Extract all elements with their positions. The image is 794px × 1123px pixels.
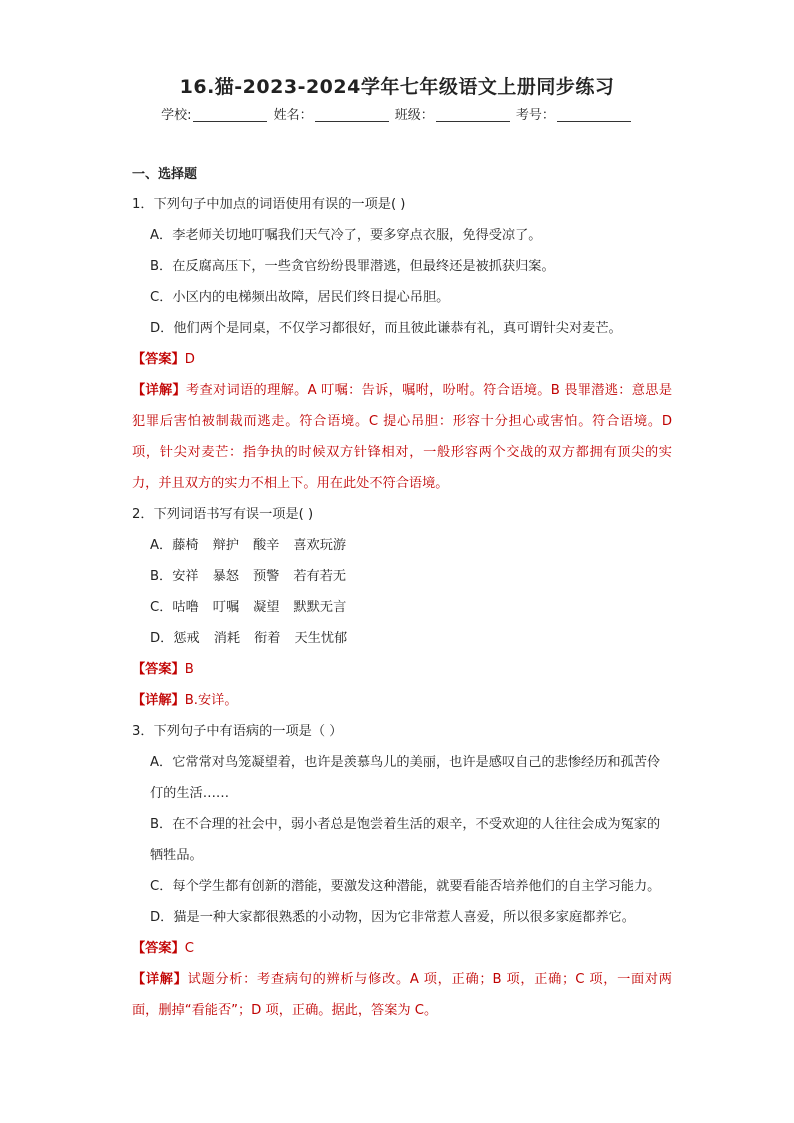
word: 暴怒 bbox=[212, 569, 239, 584]
question-3-option-b: B．在不合理的社会中，弱小者总是饱尝着生活的艰辛，不受欢迎的人往往会成为冤家的牺牲品。 bbox=[150, 817, 661, 863]
question-1-answer bbox=[132, 344, 672, 375]
answer-tag: 【答案】 bbox=[132, 941, 185, 956]
question-2-option-a bbox=[132, 530, 672, 561]
exam-no-label: 考号： bbox=[515, 108, 555, 123]
word: 若有若无 bbox=[293, 569, 347, 584]
page-title: 16.猫-2023-2024学年七年级语文上册同步练习 bbox=[179, 76, 615, 98]
class-blank[interactable] bbox=[436, 107, 510, 122]
answer-tag: 【答案】 bbox=[132, 352, 185, 367]
question-3-detail-text: 试题分析：考查病句的辨析与修改。A 项，正确；B 项，正确；C 项，一面对两面，删掉“看能否”；D 项，正确。据此，答案为 C。 bbox=[132, 972, 672, 1018]
option-letter: C． bbox=[150, 600, 173, 615]
word: 衔着 bbox=[254, 631, 281, 646]
detail-tag: 【详解】 bbox=[132, 972, 188, 987]
word: 天生忧郁 bbox=[294, 631, 348, 646]
question-1-option-b: B．在反腐高压下，一些贪官纷纷畏罪潜逃，但最终还是被抓获归案。 bbox=[150, 259, 555, 274]
question-2-answer-value: B bbox=[184, 662, 194, 677]
question-1-stem: 1．下列句子中加点的词语使用有误的一项是( ) bbox=[132, 197, 406, 212]
question-2-answer bbox=[132, 654, 672, 685]
question-3-stem: 3．下列句子中有语病的一项是（ ） bbox=[132, 724, 343, 739]
word: 惩戒 bbox=[173, 631, 200, 646]
word: 预警 bbox=[253, 569, 280, 584]
question-1-option-a: A．李老师关切地叮嘱我们天气冷了，要多穿点衣服，免得受凉了。 bbox=[150, 228, 542, 243]
word: 藤椅 bbox=[172, 538, 199, 553]
word: 喜欢玩游 bbox=[293, 538, 347, 553]
question-2-detail-text: B.安详。 bbox=[184, 693, 238, 708]
word: 叮嘱 bbox=[212, 600, 240, 615]
option-letter: B． bbox=[150, 569, 173, 584]
exam-no-blank[interactable] bbox=[557, 107, 631, 122]
answer-tag: 【答案】 bbox=[132, 662, 185, 677]
question-1-answer-value: D bbox=[184, 352, 195, 367]
question-3-answer-value: C bbox=[184, 941, 194, 956]
question-2-option-b bbox=[132, 561, 672, 592]
word: 默默无言 bbox=[293, 600, 347, 615]
question-2-stem: 2．下列词语书写有误一项是( ) bbox=[132, 507, 314, 522]
question-1-detail bbox=[132, 375, 672, 499]
question-3-detail bbox=[132, 964, 672, 1026]
word: 凝望 bbox=[253, 600, 280, 615]
student-info-line bbox=[0, 104, 794, 123]
question-2-option-d bbox=[132, 623, 672, 654]
detail-tag: 【详解】 bbox=[132, 693, 185, 708]
option-letter: D． bbox=[150, 631, 174, 646]
class-label: 班级： bbox=[394, 108, 434, 123]
detail-tag: 【详解】 bbox=[132, 383, 187, 398]
section-heading: 一、选择题 bbox=[132, 167, 198, 182]
word: 酸辛 bbox=[252, 538, 280, 553]
question-3-option-c: C．每个学生都有创新的潜能，要激发这种潜能，就要看能否培养他们的自主学习能力。 bbox=[150, 879, 661, 894]
word: 咕噜 bbox=[172, 600, 199, 615]
word: 消耗 bbox=[213, 631, 241, 646]
word: 辩护 bbox=[212, 538, 239, 553]
question-1-option-d: D．他们两个是同桌，不仅学习都很好，而且彼此谦恭有礼，真可谓针尖对麦芒。 bbox=[150, 321, 622, 336]
question-3-answer bbox=[132, 933, 672, 964]
name-label: 姓名： bbox=[273, 108, 313, 123]
question-1-option-c: C．小区内的电梯频出故障，居民们终日提心吊胆。 bbox=[150, 290, 450, 305]
question-2-option-c bbox=[132, 592, 672, 623]
school-label: 学校: bbox=[161, 108, 192, 123]
option-letter: A． bbox=[150, 538, 173, 553]
school-blank[interactable] bbox=[193, 107, 267, 122]
questions-content bbox=[132, 164, 672, 1026]
question-3-option-a: A．它常常对鸟笼凝望着，也许是羡慕鸟儿的美丽，也许是感叹自己的悲惨经历和孤苦伶仃的生活…… bbox=[150, 755, 661, 801]
question-1-detail-text: 考查对词语的理解。A 叮嘱：告诉，嘱咐，吩咐。符合语境。B 畏罪潜逃：意思是犯罪后害怕被制裁而逃走。符合语境。C 提心吊胆：形容十分担心或害怕。符合语境。D 项，针尖对麦芒：指争执的时候双方针锋相对，一般形容两个交战的双方都拥有顶尖的实力，并且双方的实力不相上下。用在此处不符合语境。 bbox=[132, 383, 673, 491]
name-blank[interactable] bbox=[315, 107, 389, 122]
question-3-option-d: D．猫是一种大家都很熟悉的小动物，因为它非常惹人喜爱，所以很多家庭都养它。 bbox=[150, 910, 635, 925]
question-2-detail bbox=[132, 685, 672, 716]
word: 安祥 bbox=[172, 569, 199, 584]
